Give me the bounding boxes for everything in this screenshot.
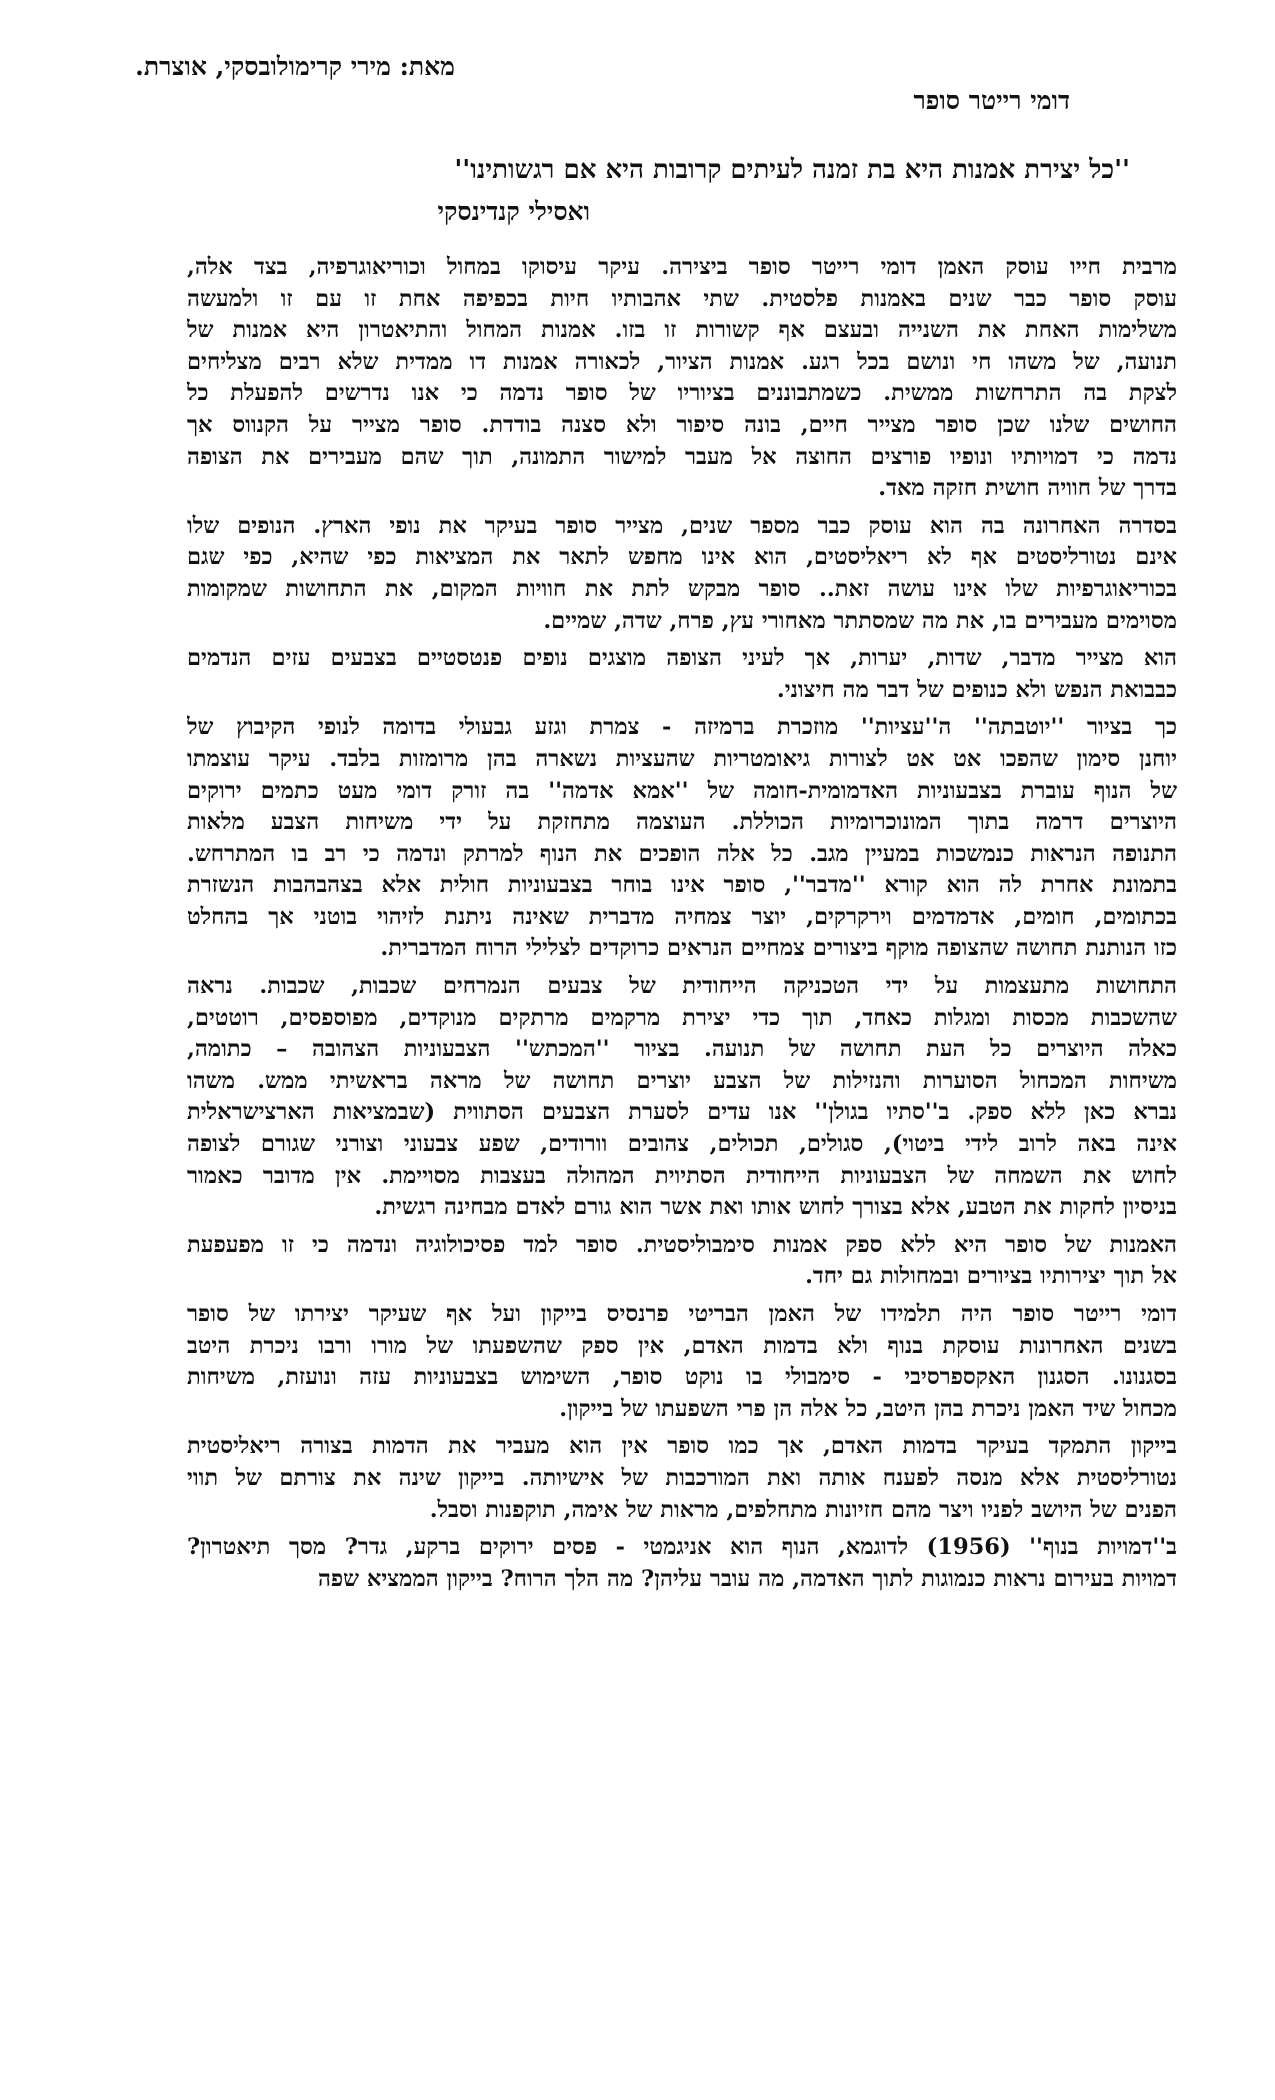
paragraph bbox=[187, 1431, 1177, 1526]
text-line: משלימות האחת את השנייה ובעצם אף קשורות זו בזו. אמנות המחול והתיאטרון היא אמנות של bbox=[187, 317, 1177, 344]
paragraph bbox=[187, 511, 1177, 637]
text-line: נטורליסטית אלא מנסה לפענח אותה ואת המורכבות של אישיותה. בייקון שינה את צורתם של תווי bbox=[187, 1464, 1177, 1491]
text-line: בסדרה האחרונה בה הוא עוסק כבר מספר שנים, מצייר סופר בעיקר את נופי הארץ. הנופים שלו bbox=[187, 512, 1177, 539]
text-line: שהשכבות מכסות ומגלות כאחד, תוך כדי יצירת מרקמים מרתקים מנוקדים, מפוספסים, רוטטים, bbox=[187, 1004, 1177, 1031]
text-line: הוא מצייר מדבר, שדות, יערות, אך לעיני הצופה מוצגים נופים פנטסטיים בצבעים עזים הנדמים bbox=[187, 645, 1177, 672]
paragraph bbox=[187, 1532, 1177, 1595]
text-line: מכחול שיד האמן ניכרת בהן היטב, כל אלה הן פרי השפעתו של בייקון. bbox=[559, 1395, 1177, 1422]
text-line: בדרך של חוויה חושית חזקה מאד. bbox=[878, 475, 1177, 502]
text-line: משיחות המכחול הסוערות והנזילות של הצבע יוצרים תחושה של מראה בראשיתי ממש. משהו bbox=[187, 1067, 1177, 1094]
text-line: כבבואת הנפש ולא כנופים של דבר מה חיצוני. bbox=[776, 676, 1177, 703]
article-body bbox=[187, 252, 1177, 1595]
text-line: האמנות של סופר היא ללא ספק אמנות סימבוליסטית. סופר למד פסיכולוגיה ונדמה כי זו מפעפעת bbox=[187, 1231, 1177, 1258]
text-line: מרבית חייו עוסק האמן דומי רייטר סופר ביצירה. עיקר עיסוקו במחול וכוריאוגרפיה, בצד אלה, bbox=[187, 254, 1177, 280]
text-line: של הנוף עוברת בצבעוניות האדמומית-חומה של ''אמא אדמה'' בה זורק דומי מעט כתמים ירוקים bbox=[187, 777, 1177, 804]
text-line: כאלה היוצרים כל העת תחושה של תנועה. בציור ''המכתש'' הצבעוניות הצהובה – כתומה, bbox=[187, 1036, 1177, 1063]
text-line: דמויות בעירום נראות כנמוגות לתוך האדמה, מה עובר עליהן? מה הלך הרוח? בייקון הממציא שפה bbox=[317, 1565, 1177, 1592]
from-line: מאת: מירי קרימולובסקי, אוצרת. bbox=[135, 52, 455, 81]
text-line: כך בציור ''יוטבתה'' ה''עציות'' מוזכרת ברמיזה - צמרת וגזע גבעולי בדומה לנופי הקיבוץ של bbox=[187, 714, 1177, 741]
text-line: עוסק סופר כבר שנים באמנות פלסטית. שתי אהבותיו חיות בכפיפה אחת זו עם זו ולמעשה bbox=[187, 285, 1177, 312]
text-line: ב''דמויות בנוף'' (1956) לדוגמא, הנוף הוא אניגמטי - פסים ירוקים ברקע, גדר? מסך תיאטרון? bbox=[187, 1534, 1177, 1561]
text-line: בכתומים, חומים, אדמדמים וירקרקים, יוצר צמחיה מדברית שאינה ניתנת לזיהוי בוטני אך בהחלט bbox=[187, 903, 1177, 930]
paragraph bbox=[187, 643, 1177, 706]
text-line: הפנים של היושב לפניו ויצר מהם חזיונות מתחלפים, מראות של אימה, תוקפנות וסבל. bbox=[429, 1496, 1177, 1523]
text-line: התנופה הנראות כנמשכות במעיין מגב. כל אלה הופכים את הנוף למרתק ונדמה כי רב בו המתרחש. bbox=[187, 840, 1177, 867]
text-line: לחוש את השמחה של הצבעוניות הייחודית הסתיוית המהולה בעצבות מסויימת. אין מדובר כאמור bbox=[187, 1162, 1177, 1189]
text-line: לצקת בה התרחשות ממשית. כשמתבוננים בציוריו של סופר נדמה כי אנו נדרשים להפעלת כל bbox=[187, 380, 1177, 407]
epigraph-attribution: ואסילי קנדינסקי bbox=[437, 197, 590, 226]
text-line: יוחנן סימון שהפכו אט אט לצורות גיאומטריות שהעציות נשארה בהן מרומזות בלבד. עיקר עוצמתו bbox=[187, 745, 1177, 772]
text-line: אל תוך יצירותיו בציורים ובמחולות גם יחד. bbox=[805, 1263, 1177, 1290]
text-line: נברא כאן ללא ספק. ב''סתיו בגולן'' אנו עדים לסערת הצבעים הסתווית (שבמציאות הארצישראלית bbox=[187, 1099, 1177, 1126]
epigraph-quote: ''כל יצירת אמנות היא בת זמנה לעיתים קרובות היא אם רגשותינו'' bbox=[454, 155, 1130, 185]
blank-page-area bbox=[0, 1680, 1275, 2100]
text-line: דומי רייטר סופר היה תלמידו של האמן הבריטי פרנסיס בייקון ועל אף שעיקר יצירתו של סופר bbox=[187, 1301, 1177, 1327]
text-line: מסוימים מעבירים בו, את מה שמסתתר מאחורי עץ, פרח, שדה, שמיים. bbox=[543, 607, 1177, 634]
paragraph bbox=[187, 971, 1177, 1224]
text-line: בסגנונו. הסגנון האקספרסיבי - סימבולי בו נוקט סופר, השימוש בצבעוניות עזה ונועזת, משיחות bbox=[187, 1364, 1177, 1391]
text-line: תנועה, של משהו חי ונושם בכל רגע. אמנות הציור, לכאורה אמנות דו ממדית שלא רבים מצליחים bbox=[187, 348, 1177, 375]
author-name: דומי רייטר סופר bbox=[913, 86, 1070, 115]
text-line: בכוריאוגרפיות שלו אינו עושה זאת.. סופר מבקש לתת את חוויות המקום, את התחושות שמקומות bbox=[187, 575, 1177, 602]
paragraph bbox=[187, 712, 1177, 965]
paragraph bbox=[187, 1230, 1177, 1293]
text-line: אינם נטורליסטים אף לא ריאליסטים, הוא אינו מחפש לתאר את המציאות כפי שהיא, כפי שגם bbox=[187, 544, 1177, 571]
text-line: כזו הנותנת תחושה שהצופה מוקף ביצורים צמחיים הנראים כרוקדים לצלילי הרוח המדברית. bbox=[380, 935, 1177, 962]
text-line: החושים שלנו שכן סופר מצייר חיים, בונה סיפור ולא סצנה בודדת. סופר מצייר על הקנווס אך bbox=[187, 411, 1177, 438]
paragraph bbox=[187, 252, 1177, 505]
text-line: בשנים האחרונות עוסקת בנוף ולא בדמות האדם, אין ספק שהשפעתו של מורו ורבו ניכרת היטב bbox=[187, 1332, 1177, 1359]
text-line: נדמה כי דמויותיו ונופיו פורצים החוצה אל מעבר למישור התמונה, תוך שהם מעבירים את הצופה bbox=[187, 443, 1177, 470]
paragraph bbox=[187, 1299, 1177, 1425]
text-line: התחושות מתעצמות על ידי הטכניקה הייחודית של צבעים הנמרחים שכבות, שכבות. נראה bbox=[187, 973, 1177, 1000]
text-line: בניסיון לחקות את הטבע, אלא בצורך לחוש אותו ואת אשר הוא גורם לאדם מבחינה רגשית. bbox=[374, 1194, 1177, 1221]
text-line: אינה באה לרוב לידי ביטוי), סגולים, תכולים, צהובים וורודים, שפע צבעוני וצורני שגורם לצופה bbox=[187, 1131, 1177, 1158]
text-line: היוצרים דרמה בתוך המונוכרומיות הכוללת. העוצמה מתחזקת על ידי משיחות הצבע מלאות bbox=[187, 809, 1177, 836]
text-line: בייקון התמקד בעיקר בדמות האדם, אך כמו סופר אין הוא מעביר את הדמות בצורה ריאליסטית bbox=[187, 1433, 1177, 1460]
text-line: בתמונת אחרת לה הוא קורא ''מדבר'', סופר אינו בוחר בצבעוניות חולית אלא בצהבהבות הנשזרת bbox=[187, 872, 1177, 899]
